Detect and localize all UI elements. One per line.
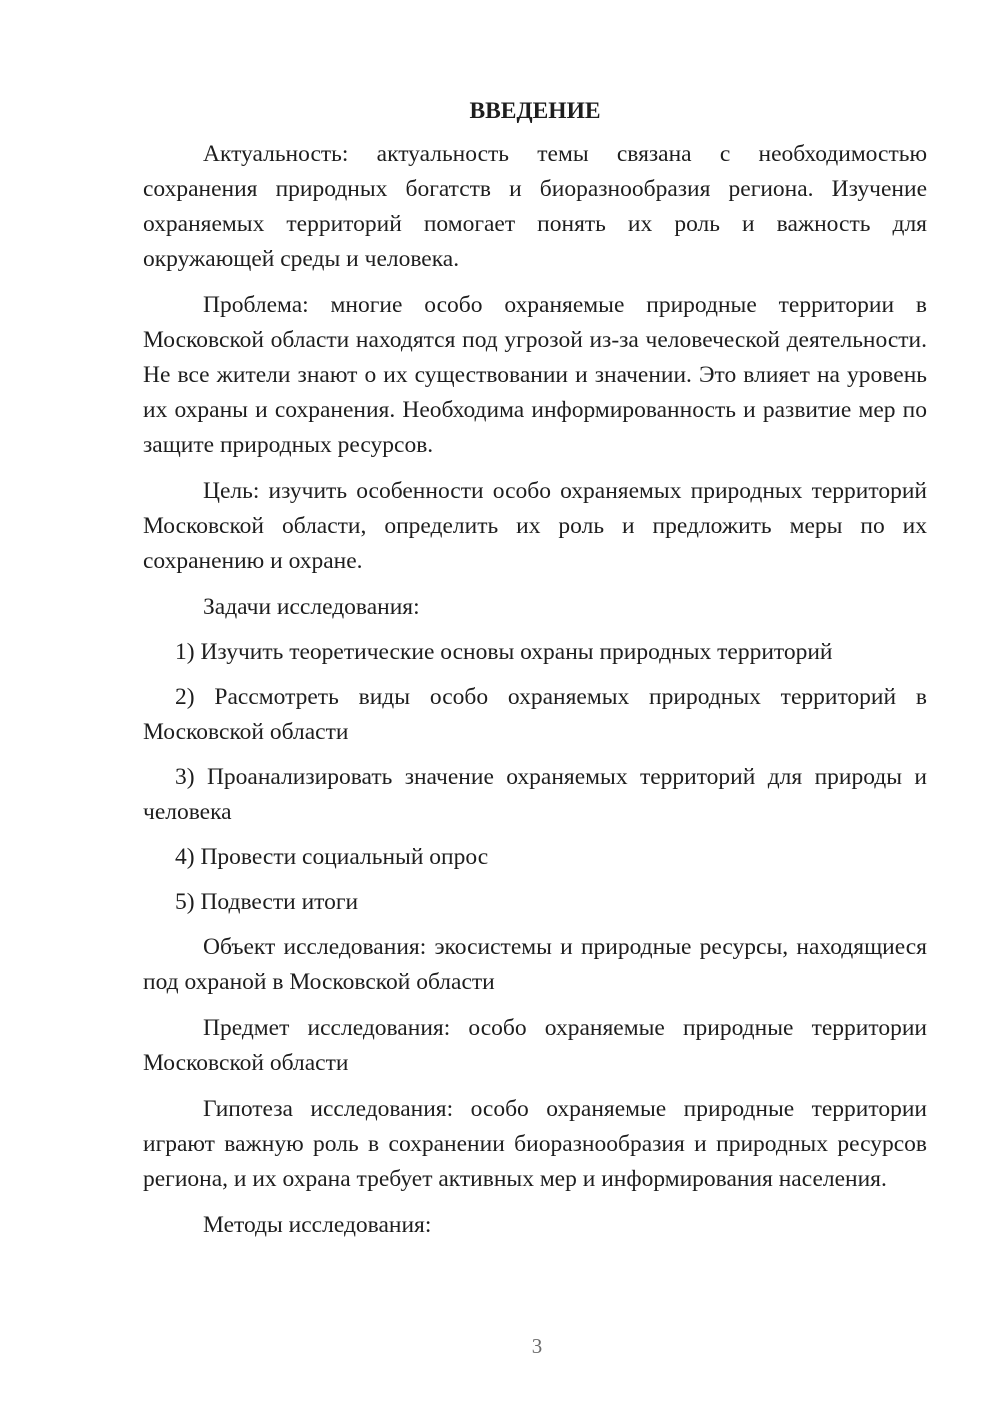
paragraph-hypothesis: Гипотеза исследования: особо охраняемые природные территории играют важную роль в сохранении биоразнообразия и природных ресурсов региона, и их охрана требует активных мер и информирования населения. <box>143 1096 927 1192</box>
page-number: 3 <box>531 1334 543 1358</box>
section-heading: ВВЕДЕНИЕ <box>469 98 601 124</box>
paragraph-object: Объект исследования: экосистемы и природные ресурсы, находящиеся под охраной в Московской области <box>143 934 927 995</box>
tasks-title: Задачи исследования: <box>203 594 420 620</box>
task-item: 1) Изучить теоретические основы охраны природных территорий <box>175 639 833 665</box>
paragraph-goal: Цель: изучить особенности особо охраняемых природных территорий Московской области, определить их роль и предложить меры по их сохранению и охране. <box>143 478 927 574</box>
task-item: 4) Провести социальный опрос <box>175 844 489 870</box>
task-item: 3) Проанализировать значение охраняемых территорий для природы и человека <box>143 764 927 825</box>
paragraph-subject: Предмет исследования: особо охраняемые природные территории Московской области <box>143 1015 927 1076</box>
task-item: 2) Рассмотреть виды особо охраняемых природных территорий в Московской области <box>143 684 927 745</box>
task-item: 5) Подвести итоги <box>175 889 359 915</box>
document-body <box>143 96 927 1254</box>
paragraph-problem: Проблема: многие особо охраняемые природные территории в Московской области находятся под угрозой из-за человеческой деятельности. Не все жители знают о их существовании и значении. Это влияет на уровень их охраны и сохранения. Необходима информированность и развитие мер по защите природных ресурсов. <box>143 292 927 458</box>
methods-title: Методы исследования: <box>203 1212 432 1238</box>
paragraph-relevance: Актуальность: актуальность темы связана с необходимостью сохранения природных богатств и биоразнообразия региона. Изучение охраняемых территорий помогает понять их роль и важность для окружающей среды и человека. <box>143 141 927 272</box>
